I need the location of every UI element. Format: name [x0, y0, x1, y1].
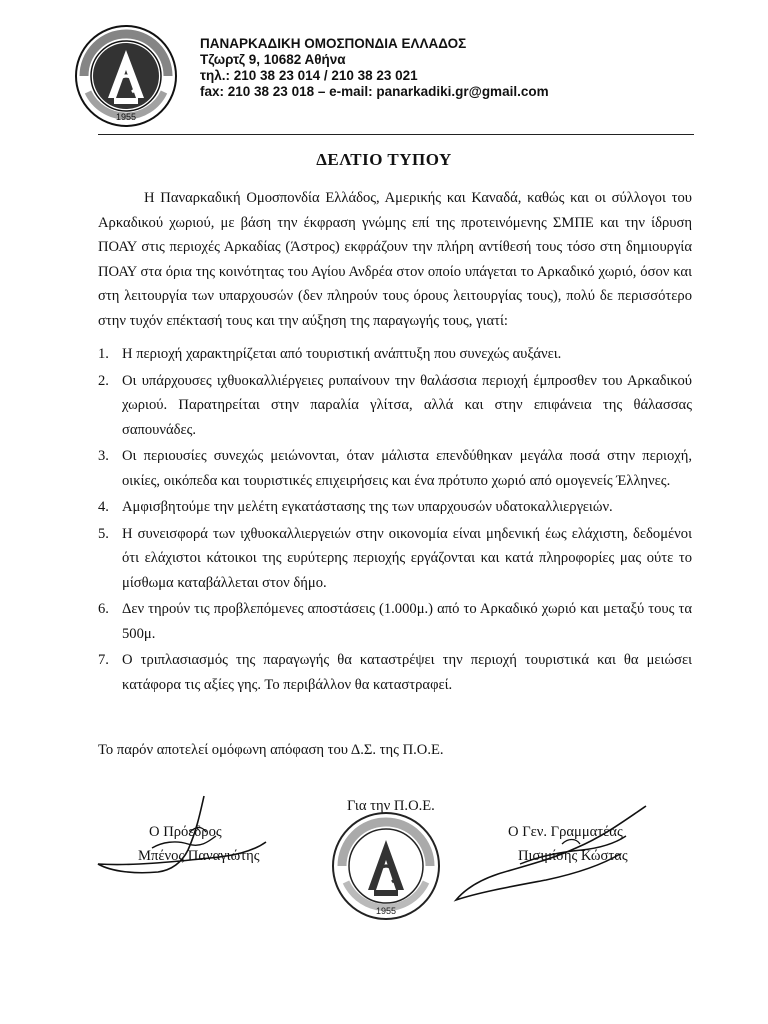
- list-item-text: Οι περιουσίες συνεχώς μειώνονται, όταν μάλιστα επενδύθηκαν μεγάλα ποσά στην περιοχή, οικίες, οικόπεδα και τουριστικές επιχειρήσεις και ένα πρότυπο χωριό από ομογενείς Έλληνες.: [122, 448, 692, 489]
- list-item-text: Οι υπάρχουσες ιχθυοκαλλιέργειες ρυπαίνουν την θαλάσσια περιοχή έμπροσθεν του Αρκαδικού χωριού. Παρατηρείται στην παραλία γλίτσα, αλλά και στην επιφάνεια της θάλασσας σαπουνάδες.: [122, 372, 692, 438]
- president-role: Ο Πρόεδρος: [149, 824, 222, 840]
- list-item-number: 7.: [98, 652, 109, 668]
- federation-logo: [74, 24, 178, 128]
- intro-paragraph-block: [98, 186, 692, 333]
- stamp-year: 1955: [375, 906, 397, 916]
- secretary-name: Πισιμίσης Κώστας: [518, 848, 628, 864]
- list-item-text: Η συνεισφορά των ιχθυοκαλλιεργειών στην οικονομία είναι μηδενική έως ελάχιστη, δεδομένοι ότι ελάχιστοι κάτοικοι της ευρύτερης περιοχής εργάζονται και κατά πληροφορίες μας ούτε το μίσθωμα καταβάλλεται στον δήμο.: [122, 525, 692, 591]
- list-item-number: 6.: [98, 601, 109, 617]
- header-divider: [98, 134, 694, 135]
- org-phone: τηλ.: 210 38 23 014 / 210 38 23 021: [200, 68, 418, 83]
- logo-year: 1955: [115, 112, 137, 122]
- list-item: [98, 522, 692, 596]
- for-poe-label: Για την Π.Ο.Ε.: [347, 798, 435, 814]
- list-item: [98, 342, 692, 367]
- org-name: ΠΑΝΑΡΚΑΔΙΚΗ ΟΜΟΣΠΟΝΔΙΑ ΕΛΛΑΔΟΣ: [200, 36, 467, 51]
- list-item-number: 1.: [98, 346, 109, 362]
- list-item-text: Δεν τηρούν τις προβλεπόμενες αποστάσεις (1.000μ.) από το Αρκαδικό χωριό και μεταξύ τους τα 500μ.: [122, 601, 692, 642]
- letterhead: [200, 36, 549, 100]
- list-item-number: 2.: [98, 372, 109, 389]
- list-item: [98, 597, 692, 646]
- list-item: [98, 648, 692, 697]
- list-item: [98, 369, 692, 443]
- list-item: [98, 444, 692, 493]
- org-address: Τζωρτζ 9, 10682 Αθήνα: [200, 52, 346, 67]
- list-item-text: Η περιοχή χαρακτηρίζεται από τουριστική ανάπτυξη που συνεχώς αυξάνει.: [122, 346, 562, 362]
- list-item-number: 3.: [98, 448, 109, 464]
- list-item-text: Αμφισβητούμε την μελέτη εγκατάστασης της των υπαρχουσών υδατοκαλλιεργειών.: [122, 499, 613, 515]
- president-name: Μπένος Παναγιώτης: [138, 848, 260, 864]
- intro-paragraph: Η Παναρκαδική Ομοσπονδία Ελλάδος, Αμερικής και Καναδά, καθώς και οι σύλλογοι του Αρκαδικού χωριού, με βάση την έκφραση γνώμης επί της προτεινόμενης ΣΜΠΕ και την ίδρυση ΠΟΑΥ στις περιοχές Αρκαδίας (Άστρος) εκφράζουν την πλήρη αντίθεσή τους τόσο στη δημιουργία ΠΟΑΥ στα όρια της κοινότητας του Αγίου Ανδρέα στον οποίο υπάγεται το Αρκαδικό χωριό, όσον και στη λειτουργία των υπαρχουσών (δεν πληρούν τους όρους λειτουργίας τους), πολύ δε περισσότερο στην τυχόν επέκτασή τους και την αύξηση της παραγωγής τους, γιατί:: [98, 190, 692, 329]
- list-item-text: Ο τριπλασιασμός της παραγωγής θα καταστρέψει την περιοχή τουριστικά και θα μειώσει κατάφορα τις αξίες γης. Το περιβάλλον θα καταστραφεί.: [122, 652, 692, 693]
- org-fax-email: fax: 210 38 23 018 – e-mail: panarkadiki.gr@gmail.com: [200, 84, 549, 99]
- list-item-number: 5.: [98, 525, 109, 542]
- secretary-role: Ο Γεν. Γραμματέας: [508, 824, 623, 840]
- closing-statement: Το παρόν αποτελεί ομόφωνη απόφαση του Δ.Σ. της Π.Ο.Ε.: [98, 742, 444, 758]
- list-item: [98, 495, 692, 520]
- document-title: ΔΕΛΤΙΟ ΤΥΠΟΥ: [316, 150, 452, 169]
- list-item-number: 4.: [98, 499, 109, 515]
- official-stamp: [330, 810, 442, 922]
- reasons-list: [98, 342, 692, 699]
